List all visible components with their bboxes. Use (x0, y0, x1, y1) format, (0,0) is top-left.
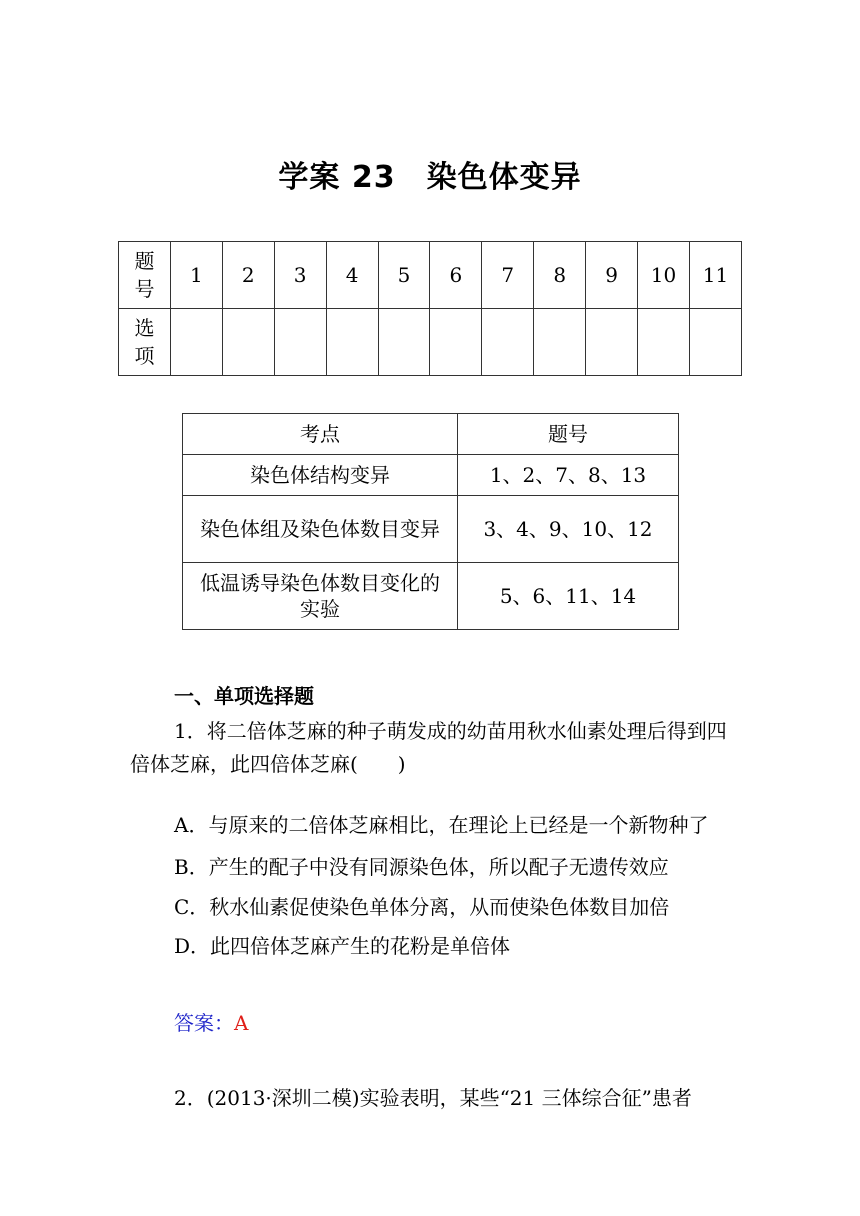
answer-blank-cell[interactable] (170, 309, 222, 376)
kp-header-numbers: 题号 (458, 414, 679, 455)
kp-row (183, 563, 679, 630)
answer-grid-table (118, 241, 742, 376)
kp-point: 染色体结构变异 (183, 455, 458, 496)
answer-label: 答案： (174, 1011, 234, 1035)
answer-blank-cell[interactable] (689, 309, 741, 376)
question-1-answer (174, 1007, 248, 1036)
kp-point: 低温诱导染色体数目变化的实验 (183, 563, 458, 630)
answer-blank-cell[interactable] (274, 309, 326, 376)
question-number-cell: 3 (274, 242, 326, 309)
kp-header-point: 考点 (183, 414, 458, 455)
question-number-cell: 11 (689, 242, 741, 309)
answer-blank-cell[interactable] (378, 309, 430, 376)
kp-header-row (183, 414, 679, 455)
kp-numbers: 1、2、7、8、13 (458, 455, 679, 496)
answer-grid-option-row (119, 309, 742, 376)
question-1-option-a: A．与原来的二倍体芝麻相比，在理论上已经是一个新物种了 (174, 813, 709, 837)
question-number-cell: 4 (326, 242, 378, 309)
question-2-stem: 2．(2013·深圳二模)实验表明，某些“21 三体综合征”患者 (174, 1086, 692, 1110)
answer-blank-cell[interactable] (482, 309, 534, 376)
answer-grid-number-row (119, 242, 742, 309)
answer-blank-cell[interactable] (430, 309, 482, 376)
kp-numbers: 3、4、9、10、12 (458, 496, 679, 563)
answer-blank-cell[interactable] (534, 309, 586, 376)
question-number-cell: 8 (534, 242, 586, 309)
kp-numbers: 5、6、11、14 (458, 563, 679, 630)
question-number-cell: 9 (586, 242, 638, 309)
answer-value: A (234, 1011, 249, 1035)
answer-blank-cell[interactable] (222, 309, 274, 376)
kp-point: 染色体组及染色体数目变异 (183, 496, 458, 563)
question-number-header (119, 242, 171, 309)
answer-blank-cell[interactable] (586, 309, 638, 376)
kp-row (183, 455, 679, 496)
answer-blank-cell[interactable] (326, 309, 378, 376)
question-number-cell: 2 (222, 242, 274, 309)
question-1-option-b: B．产生的配子中没有同源染色体，所以配子无遗传效应 (174, 855, 669, 879)
section-title: 一、单项选择题 (174, 684, 314, 708)
knowledge-point-table (182, 413, 679, 630)
question-1-option-c: C．秋水仙素促使染色单体分离，从而使染色体数目加倍 (174, 895, 670, 919)
kp-row (183, 496, 679, 563)
question-number-cell: 5 (378, 242, 430, 309)
question-number-header-line2: 号 (134, 277, 155, 301)
question-number-cell: 7 (482, 242, 534, 309)
question-1-option-d: D．此四倍体芝麻产生的花粉是单倍体 (174, 934, 511, 958)
answer-blank-cell[interactable] (638, 309, 690, 376)
page-title: 学案 23 染色体变异 (278, 160, 582, 195)
question-number-cell: 1 (170, 242, 222, 309)
option-header-line1: 选 (134, 316, 155, 340)
question-1-stem: 1．将二倍体芝麻的种子萌发成的幼苗用秋水仙素处理后得到四倍体芝麻，此四倍体芝麻( ) (130, 719, 727, 776)
question-number-header-line1: 题 (134, 249, 155, 273)
option-header-line2: 项 (134, 344, 155, 368)
question-number-cell: 10 (638, 242, 690, 309)
question-number-cell: 6 (430, 242, 482, 309)
option-header (119, 309, 171, 376)
